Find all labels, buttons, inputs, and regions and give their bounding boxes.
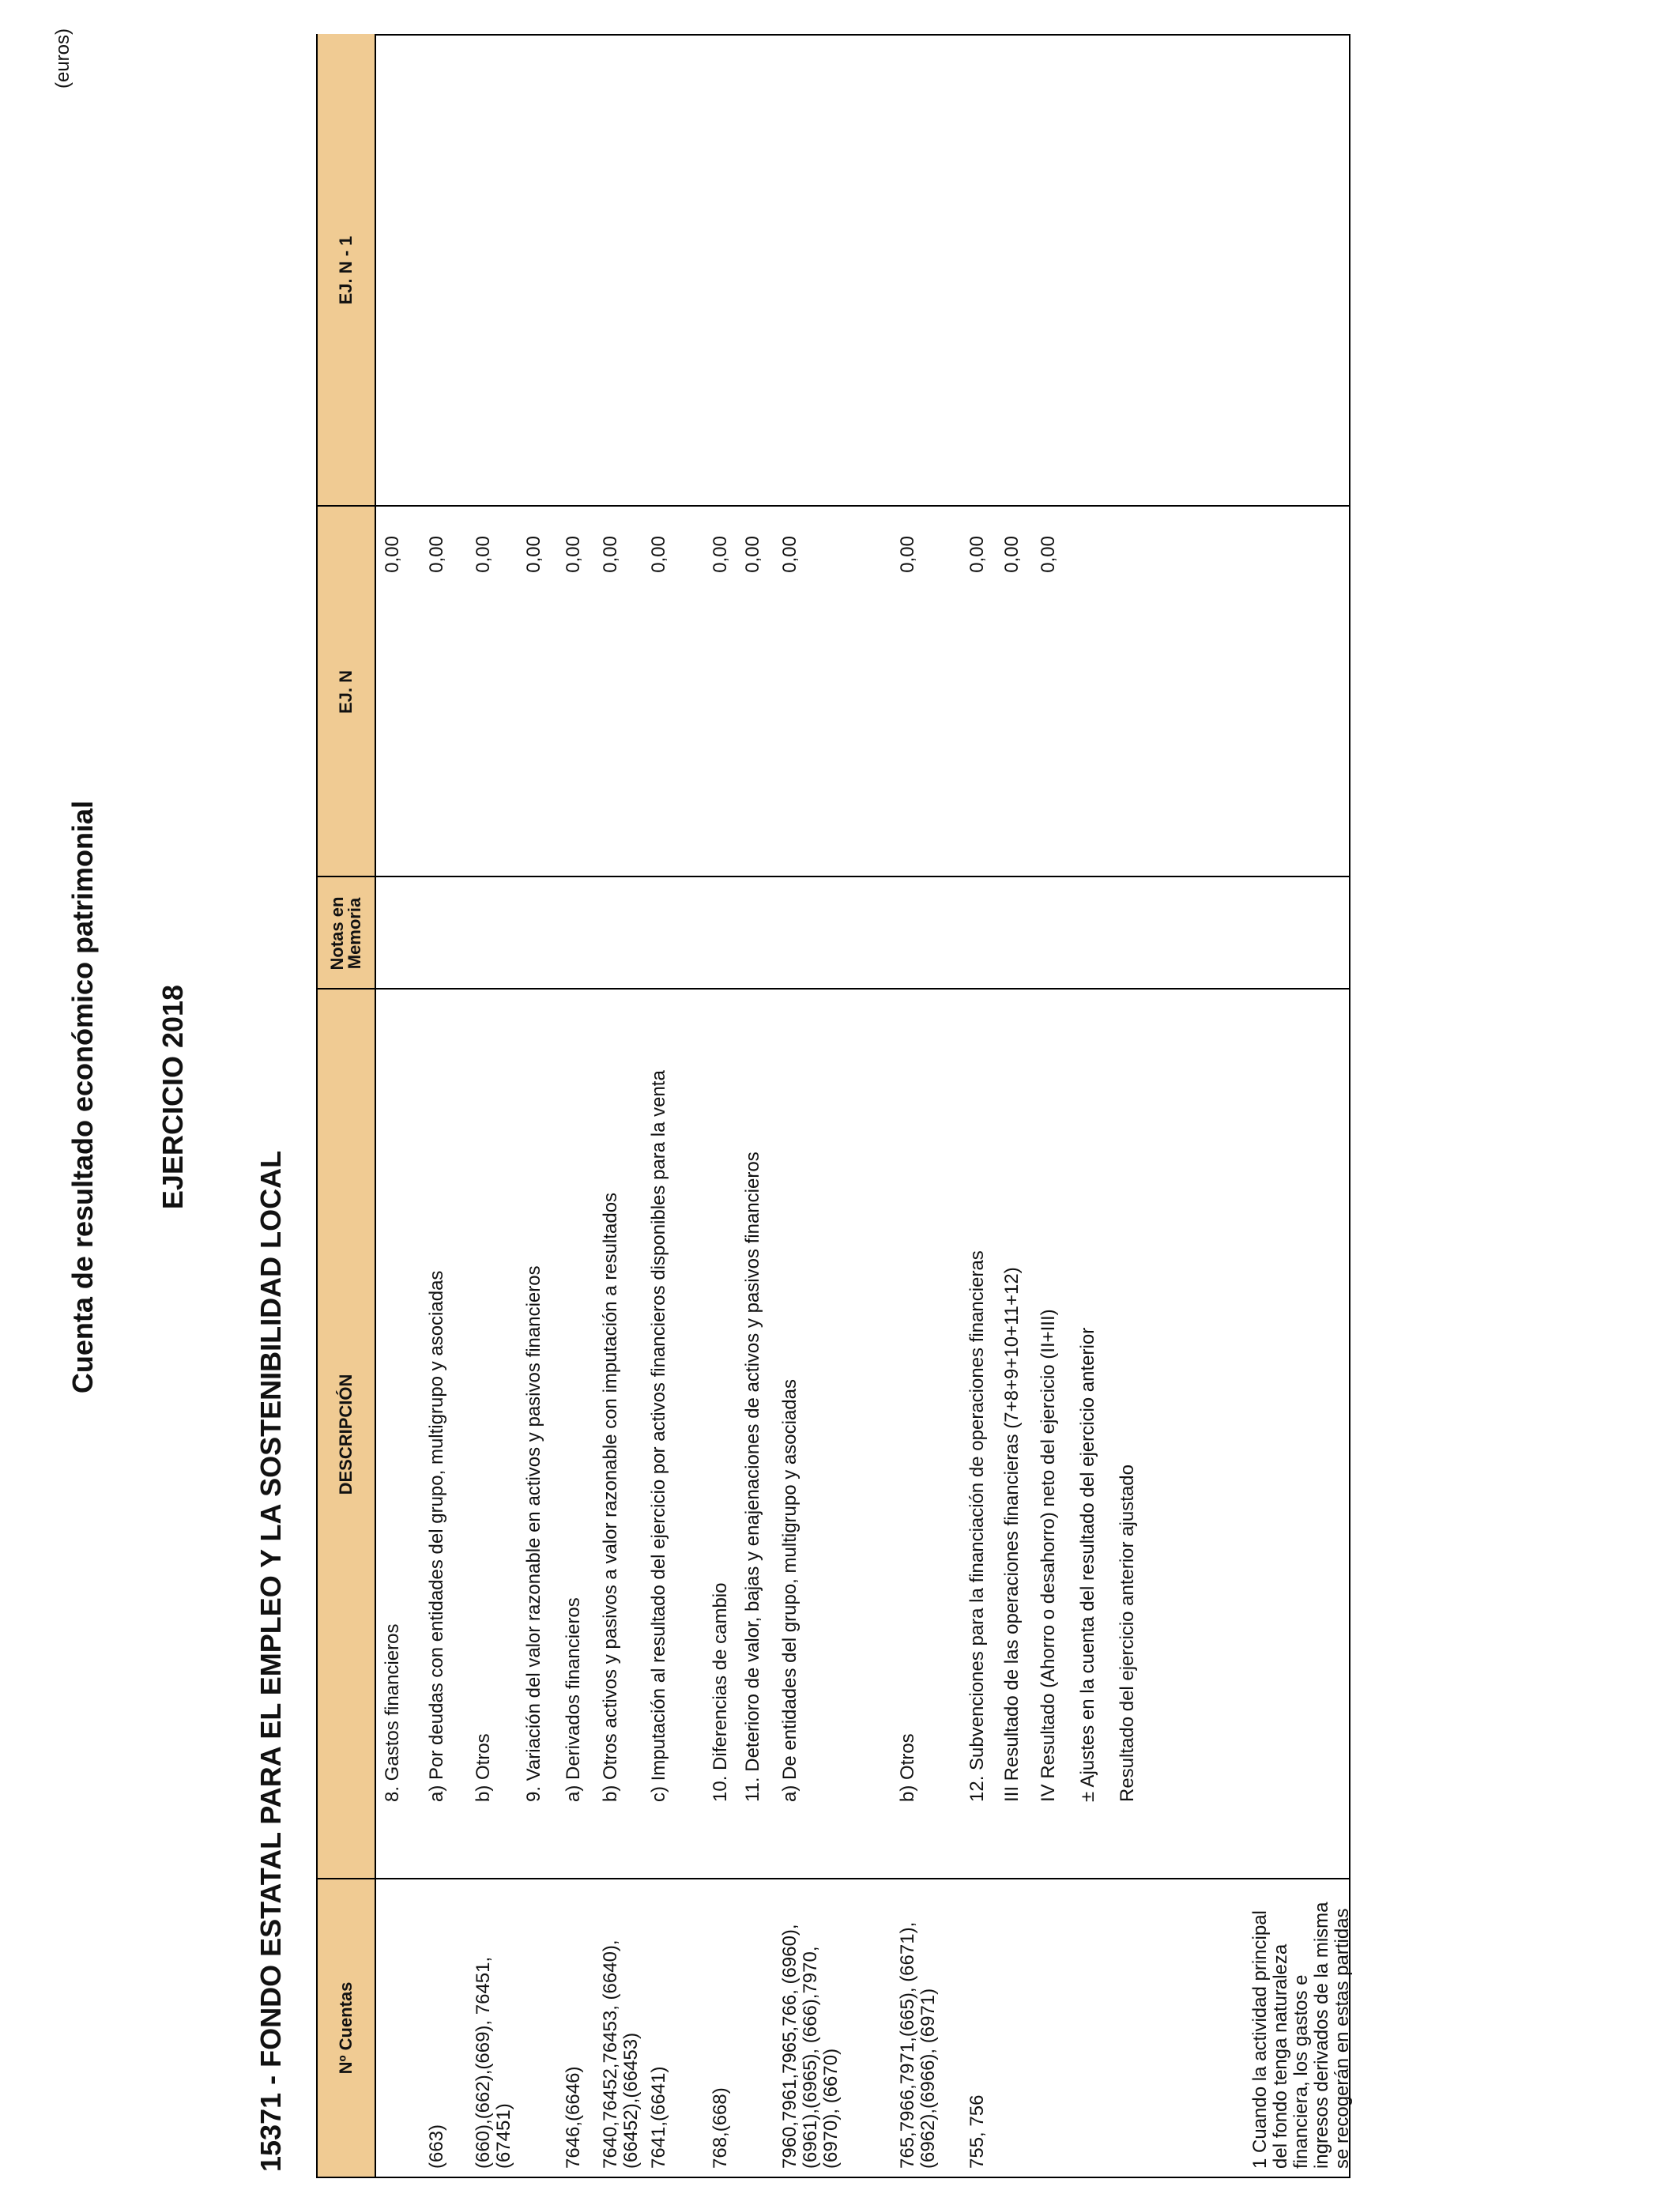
row-11-description: b) Otros [897, 1733, 918, 1802]
row-11-ej-n: 0,00 [897, 536, 918, 573]
row-1-description: 8. Gastos financieros [382, 1623, 403, 1802]
currency-note: (euros) [52, 28, 73, 89]
row-14-ej-n: 0,00 [1038, 536, 1059, 573]
row-2-accounts: (663) [426, 2124, 447, 2169]
column-divider [318, 505, 1349, 507]
row-12-accounts: 755, 756 [966, 2094, 988, 2169]
row-5-ej-n: 0,00 [563, 536, 584, 573]
report-title: Cuenta de resultado económico patrimonial [66, 800, 99, 1394]
header-year-n-minus-1: EJ. N - 1 [318, 34, 376, 507]
row-8-description: 10. Diferencias de cambio [710, 1582, 731, 1802]
row-2-ej-n: 0,00 [426, 536, 447, 573]
row-4-ej-n: 0,00 [523, 536, 544, 573]
row-8-accounts: 768,(668) [710, 2087, 731, 2169]
header-description: DESCRIPCIÓN [318, 990, 376, 1879]
header-year-n: EJ. N [318, 507, 376, 877]
row-7-accounts: 7641,(6641) [648, 2066, 669, 2169]
column-divider [318, 1878, 1349, 1879]
row-7-description: c) Imputación al resultado del ejercicio por activos financieros disponibles para la venta [648, 1070, 669, 1802]
row-13-ej-n: 0,00 [1001, 536, 1023, 573]
row-4-description: 9. Variación del valor razonable en activos y pasivos financieros [523, 1265, 544, 1802]
row-6-accounts: 7640,76452,76453, (6640),(66452),(66453) [600, 1940, 642, 2169]
row-13-description: III Resultado de las operaciones financieras (7+8+9+10+11+12) [1001, 1267, 1023, 1802]
row-8-ej-n: 0,00 [710, 536, 731, 573]
row-16-description: Resultado del ejercicio anterior ajustado [1117, 1465, 1138, 1802]
header-notes-line1: Notas en [327, 896, 347, 971]
exercise-title: EJERCICIO 2018 [156, 984, 189, 1210]
row-14-description: IV Resultado (Ahorro o desahorro) neto del ejercicio (II+III) [1038, 1309, 1059, 1802]
row-7-ej-n: 0,00 [648, 536, 669, 573]
row-2-description: a) Por deudas con entidades del grupo, multigrupo y asociadas [426, 1270, 447, 1802]
row-9-ej-n: 0,00 [742, 536, 763, 573]
row-3-ej-n: 0,00 [473, 536, 494, 573]
header-accounts: Nº Cuentas [318, 1879, 376, 2177]
row-3-description: b) Otros [473, 1733, 494, 1802]
header-notes-line2: Memoria [345, 897, 364, 970]
row-10-description: a) De entidades del grupo, multigrupo y asociadas [779, 1379, 800, 1802]
row-9-description: 11. Deterioro de valor, bajas y enajenaciones de activos y pasivos financieros [742, 1152, 763, 1802]
row-12-ej-n: 0,00 [966, 536, 988, 573]
row-10-accounts: 7960,7961,7965,766, (6960),(6961),(6965), (666),7970,(6970), (6670) [779, 1924, 842, 2169]
row-12-description: 12. Subvenciones para la financiación de operaciones financieras [966, 1250, 988, 1802]
row-3-accounts: (660),(662),(669), 76451,(67451) [473, 1956, 514, 2169]
column-divider [318, 876, 1349, 877]
row-6-ej-n: 0,00 [600, 536, 621, 573]
row-10-ej-n: 0,00 [779, 536, 800, 573]
row-15-description: ± Ajustes en la cuenta del resultado del ejercicio anterior [1077, 1327, 1098, 1802]
row-1-ej-n: 0,00 [382, 536, 403, 573]
footnote: 1 Cuando la actividad principal del fondo tenga naturaleza financiera, los gastos e ingresos derivados de la misma se recogerán en estas partidas [1249, 1902, 1353, 2169]
income-statement-table [316, 34, 1353, 2178]
header-notes [318, 877, 376, 990]
row-5-accounts: 7646,(6646) [563, 2066, 584, 2169]
row-11-accounts: 765,7966,7971,(665), (6671),(6962),(6966), (6971) [897, 1921, 939, 2169]
row-6-description: b) Otros activos y pasivos a valor razonable con imputación a resultados [600, 1192, 621, 1802]
entity-title: 15371 - FONDO ESTATAL PARA EL EMPLEO Y LA SOSTENIBILIDAD LOCAL [254, 1150, 287, 2172]
row-5-description: a) Derivados financieros [563, 1597, 584, 1802]
column-divider [318, 988, 1349, 990]
